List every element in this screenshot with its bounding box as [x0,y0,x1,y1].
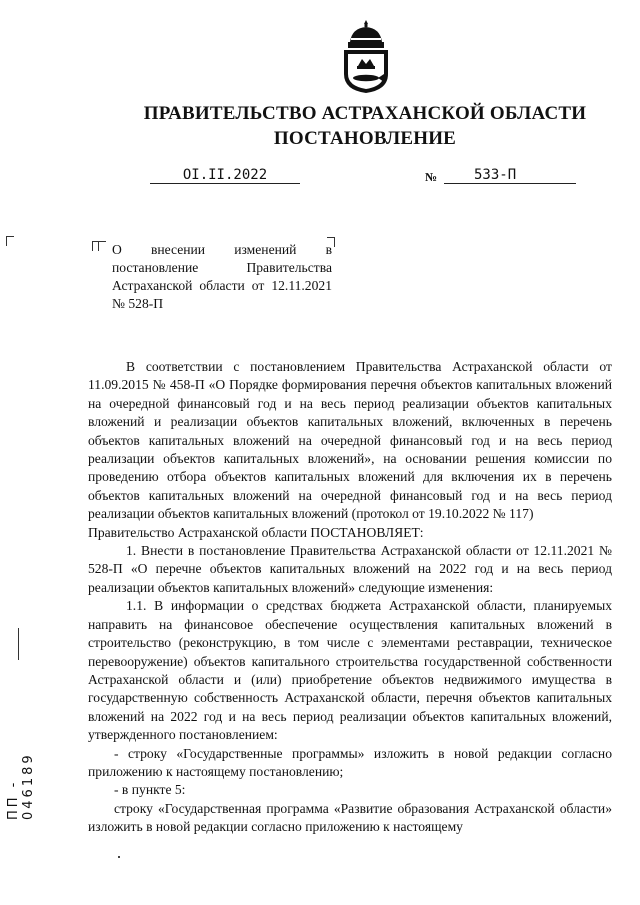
subject-bracket-left-inner [98,241,106,251]
scan-speck [118,856,120,858]
document-number: 533-П [444,167,576,184]
margin-line [18,628,19,660]
organization-title: ПРАВИТЕЛЬСТВО АСТРАХАНСКОЙ ОБЛАСТИ [143,103,587,124]
number-label: № [425,170,438,184]
coat-of-arms-emblem [338,18,394,94]
document-body [88,358,612,837]
body-paragraph-preamble: В соответствии с постановлением Правительства Астраханской области от 11.09.2015 № 458-П «О Порядке формирования перечня объектов капитальных вложений на очередной финансовый год и на весь период реализации объектов капитальных вложений и реализации объектов капитальных вложений, включенных в перечень объектов капитальных вложений на очередной финансовый год и на весь период реализации объектов капитальных вложений», на основании решения комиссии по проведению отбора объектов капитальных вложений для включения их в перечень объектов капитальных вложений на очередной финансовый год и на весь период реализации объектов капитальных вложений (протокол от 19.10.2022 № 117) [88,359,612,522]
body-paragraph-resolves: Правительство Астраханской области ПОСТАНОВЛЯЕТ: [88,524,424,540]
body-paragraph-row: строку «Государственная программа «Развитие образования Астраханской области» изложить в новой редакции согласно приложению к настоящему [88,800,612,835]
document-type-title: ПОСТАНОВЛЕНИЕ [273,128,457,149]
document-subject: О внесении изменений в постановление Правительства Астраханской области от 12.11.2021 № 528-П [112,242,332,311]
document-date: OI.II.2022 [150,167,300,184]
body-paragraph-dash-1: - строку «Государственные программы» изложить в новой редакции согласно приложению к настоящему постановлению; [88,745,612,779]
form-serial-number: ПП - 046189 [6,752,36,820]
body-paragraph-item-1-1: 1.1. В информации о средствах бюджета Астраханской области, планируемых направить на финансовое обеспечение осуществления капитальных вложений в строительство (реконструкцию, в том числе с элементами реставрации, техническое перевооружение) объектов капитального строительства государственной собственности Астраханской области и (или) приобретение объектов недвижимого имущества в государственную собственность Астраханской области, перечня объектов капитальных вложений на 2022 год и на весь период реализации объектов капитальных вложений, утвержденного постановлением: [88,598,612,743]
body-paragraph-dash-2: - в пункте 5: [114,782,186,798]
margin-corner-mark [6,236,14,246]
body-paragraph-item-1: 1. Внести в постановление Правительства Астраханской области от 12.11.2021 № 528-П «О перечне объектов капитальных вложений на 2022 год и на весь период реализации объектов капитальных вложений» следующие изменения: [88,543,612,595]
